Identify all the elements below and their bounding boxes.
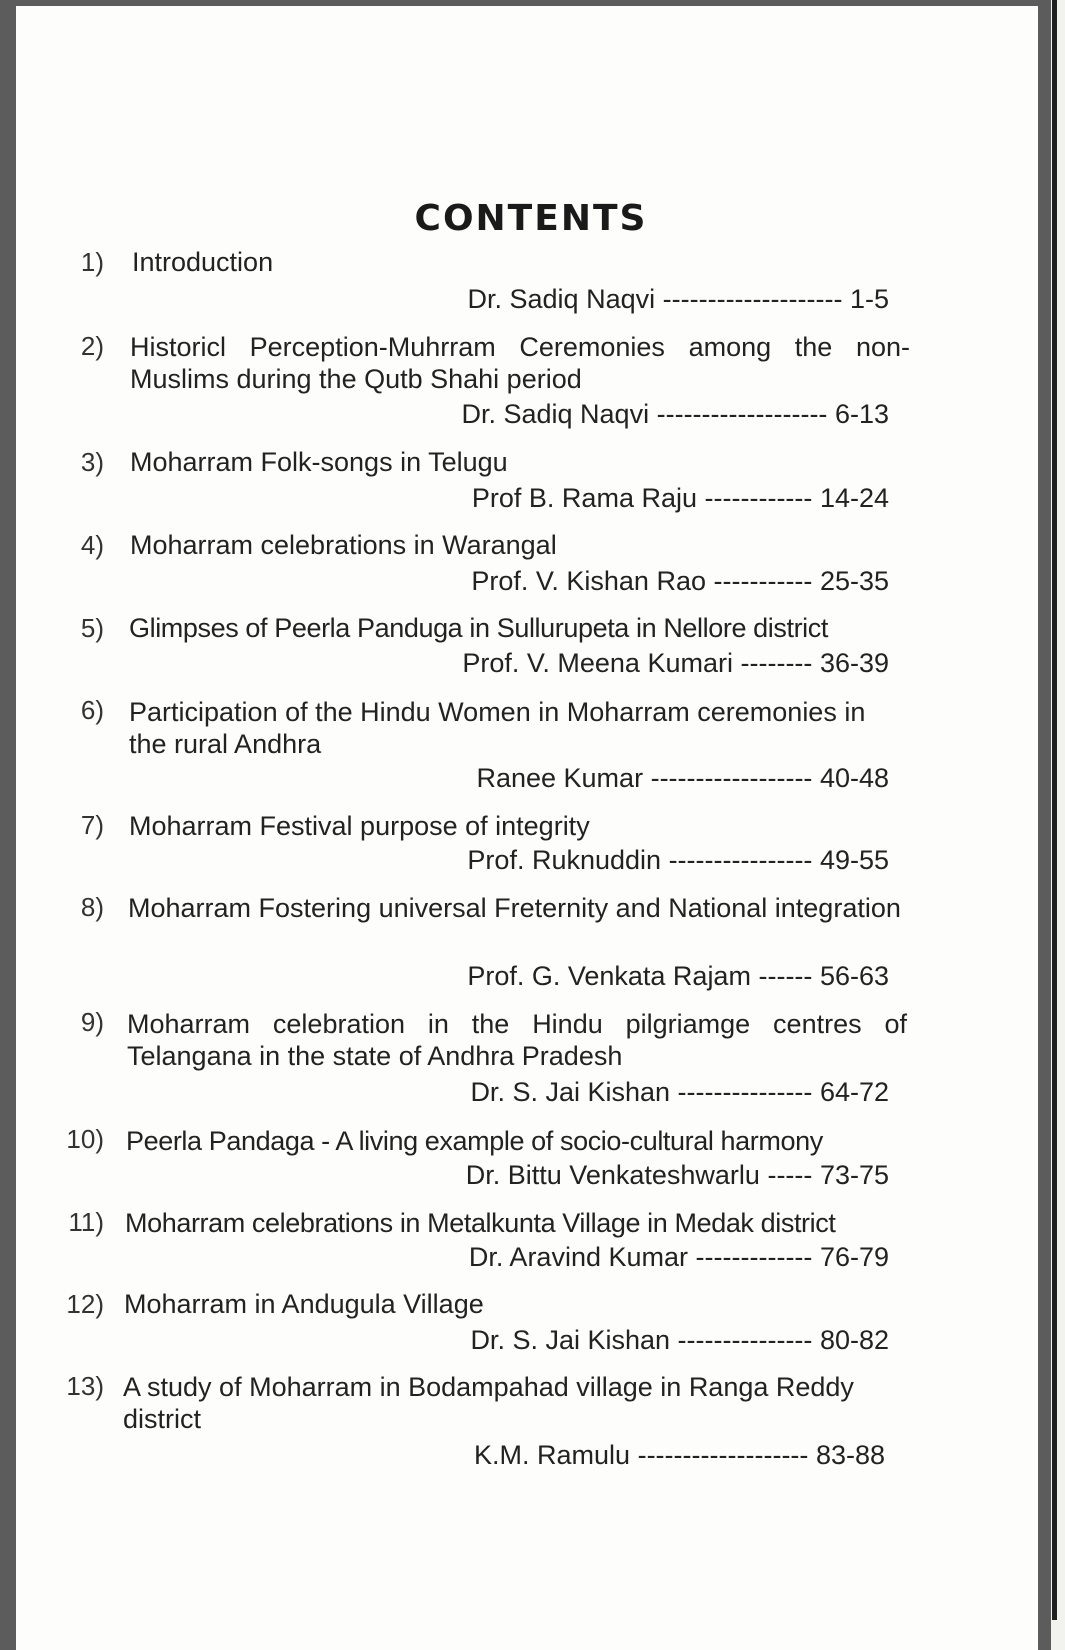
entry-author: Dr. Sadiq Naqvi [467, 284, 656, 314]
entry-author: Prof. Ruknuddin [467, 845, 662, 875]
entry-author-line [16, 647, 889, 679]
entry-leader: --------------- [677, 1325, 813, 1355]
contents-title: CONTENTS [414, 198, 648, 239]
entry-author: Dr. Sadiq Naqvi [461, 399, 650, 429]
entry-pages: 14-24 [819, 483, 889, 513]
entry-leader: ------------------- [656, 399, 828, 429]
entry-leader: --------------- [677, 1077, 813, 1107]
entry-leader: -------- [740, 648, 813, 678]
entry-leader: ------------------- [637, 1440, 809, 1470]
entry-number: 9) [80, 1007, 104, 1037]
entry-leader: ----------- [713, 566, 813, 596]
entry-author: Prof. G. Venkata Rajam [467, 961, 751, 991]
entry-pages: 83-88 [815, 1440, 885, 1470]
entry-title: Moharram celebration in the Hindu pilgriamge centres of Telangana in the state of Andhra Pradesh [127, 1009, 907, 1071]
entry-author: Dr. Aravind Kumar [468, 1242, 689, 1272]
entry-title: Glimpses of Peerla Panduga in Sullurupeta in Nellore district [129, 613, 828, 643]
entry-number: 13) [66, 1371, 104, 1401]
entry-leader: ------ [758, 961, 813, 991]
entry-title: Moharram Fostering universal Freternity and National integration [128, 893, 901, 923]
entry-author-line [16, 960, 889, 992]
entry-number: 1) [80, 247, 104, 277]
entry-pages: 36-39 [819, 648, 889, 678]
entry-pages: 56-63 [819, 961, 889, 991]
entry-number: 12) [66, 1289, 104, 1319]
entry-author: Prof. V. Meena Kumari [462, 648, 733, 678]
entry-author-line [12, 1439, 885, 1471]
entry-author-line [16, 482, 889, 514]
entry-author-line [16, 1159, 889, 1191]
entry-number: 6) [80, 695, 104, 725]
entry-title: A study of Moharram in Bodampahad village in Ranga Reddy district [123, 1372, 854, 1434]
entry-title: Moharram celebrations in Metalkunta Village in Medak district [125, 1208, 836, 1238]
entry-number: 7) [80, 810, 104, 840]
entry-pages: 49-55 [819, 845, 889, 875]
entry-author-line [16, 762, 889, 794]
entry-pages: 6-13 [834, 399, 889, 429]
entry-title: Moharram in Andugula Village [124, 1289, 484, 1319]
entry-author-line [16, 565, 889, 597]
entry-author: Dr. S. Jai Kishan [470, 1325, 671, 1355]
entry-title: Moharram celebrations in Warangal [130, 530, 557, 560]
entry-title: Moharram Folk-songs in Telugu [130, 447, 508, 477]
entry-author-line [16, 398, 889, 430]
entry-title: Historicl Perception-Muhrram Ceremonies among the non-Muslims during the Qutb Shahi period [130, 332, 910, 394]
entry-leader: -------------------- [662, 284, 843, 314]
entry-number: 11) [68, 1207, 104, 1237]
entry-number: 5) [80, 613, 104, 643]
entry-number: 10) [66, 1124, 104, 1154]
entry-author: Prof. V. Kishan Rao [471, 566, 706, 596]
entry-title: Introduction [132, 247, 274, 277]
entry-author: K.M. Ramulu [474, 1440, 631, 1470]
entry-number: 4) [80, 530, 104, 560]
entry-pages: 1-5 [849, 284, 889, 314]
entry-author-line [16, 1324, 889, 1356]
entry-author-line [16, 1076, 889, 1108]
entry-pages: 76-79 [819, 1242, 889, 1272]
entry-leader: ------------- [695, 1242, 813, 1272]
entry-author: Dr. Bittu Venkateshwarlu [465, 1160, 760, 1190]
document-page [16, 6, 1038, 1650]
entry-title: Peerla Pandaga - A living example of socio-cultural harmony [126, 1126, 823, 1156]
entry-pages: 80-82 [819, 1325, 889, 1355]
entry-number: 8) [80, 892, 104, 922]
entry-pages: 40-48 [819, 763, 889, 793]
entry-author: Prof B. Rama Raju [471, 483, 697, 513]
entry-title: Moharram Festival purpose of integrity [129, 811, 590, 841]
page-edge-shadow [1052, 0, 1057, 1620]
entry-leader: ------------------ [650, 763, 813, 793]
entry-number: 2) [80, 331, 104, 361]
entry-leader: ---------------- [668, 845, 813, 875]
entry-leader: ----- [767, 1160, 813, 1190]
entry-pages: 64-72 [819, 1077, 889, 1107]
entry-leader: ------------ [704, 483, 813, 513]
entry-author-line [16, 844, 889, 876]
entry-author: Ranee Kumar [476, 763, 644, 793]
entry-author-line [16, 283, 889, 315]
entry-pages: 73-75 [819, 1160, 889, 1190]
entry-author-line [16, 1241, 889, 1273]
entry-title: Participation of the Hindu Women in Moharram ceremonies in the rural Andhra [129, 697, 866, 759]
entry-author: Dr. S. Jai Kishan [470, 1077, 671, 1107]
entry-pages: 25-35 [819, 566, 889, 596]
entry-number: 3) [80, 447, 104, 477]
